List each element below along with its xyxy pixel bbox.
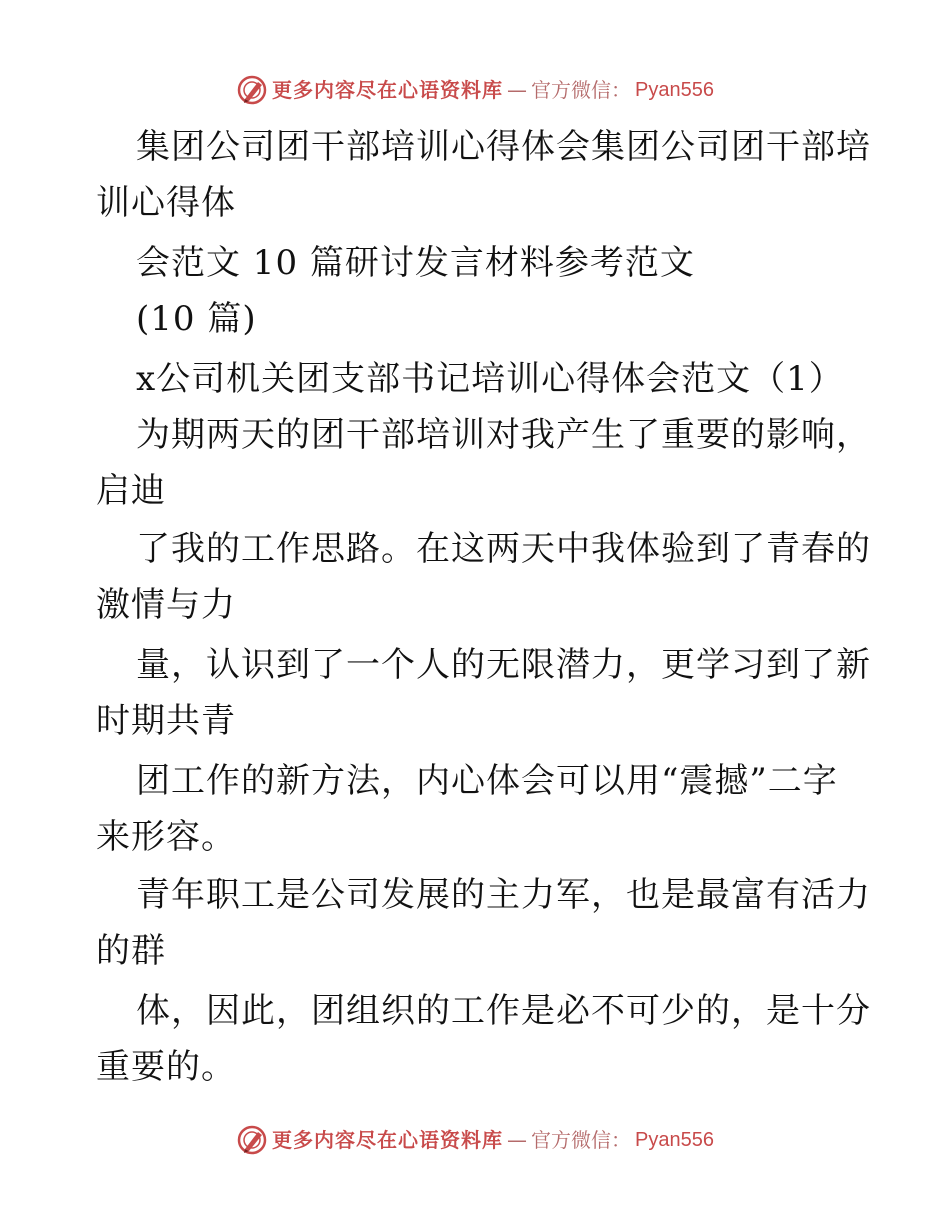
doc-line: x公司机关团支部书记培训心得体会范文（1）	[136, 359, 844, 399]
banner-slogan: 更多内容尽在心语资料库	[272, 1128, 504, 1152]
doc-line: 启迪	[96, 471, 166, 511]
doc-line: (10 篇)	[136, 299, 257, 339]
doc-line: 时期共青	[96, 701, 236, 741]
doc-line: 来形容。	[96, 817, 236, 857]
banner-wechat-id: Pyan556	[635, 1129, 714, 1151]
doc-line: 体，因此，团组织的工作是必不可少的，是十分	[136, 991, 871, 1031]
pen-logo-icon	[236, 1124, 268, 1156]
doc-line: 集团公司团干部培训心得体会集团公司团干部培	[136, 127, 871, 167]
banner-wechat-label: 官方微信：	[531, 78, 632, 102]
banner-separator: —	[507, 78, 528, 102]
doc-line: 的群	[96, 931, 166, 971]
banner-slogan: 更多内容尽在心语资料库	[272, 78, 504, 102]
doc-line: 会范文 10 篇研讨发言材料参考范文	[136, 243, 695, 283]
banner-separator: —	[507, 1128, 528, 1152]
doc-line: 量，认识到了一个人的无限潜力，更学习到了新	[136, 645, 871, 685]
banner-wechat-id: Pyan556	[635, 79, 714, 101]
doc-line: 了我的工作思路。在这两天中我体验到了青春的	[136, 529, 871, 569]
pen-logo-icon	[236, 74, 268, 106]
doc-line: 训心得体	[96, 183, 236, 223]
doc-line: 青年职工是公司发展的主力军，也是最富有活力	[136, 875, 871, 915]
header-banner	[0, 70, 950, 110]
banner-wechat-label: 官方微信：	[531, 1128, 632, 1152]
doc-line: 激情与力	[96, 585, 236, 625]
doc-line: 重要的。	[96, 1047, 236, 1087]
footer-banner	[0, 1120, 950, 1160]
doc-line: 团工作的新方法，内心体会可以用“震撼”二字	[136, 761, 838, 801]
doc-line: 为期两天的团干部培训对我产生了重要的影响，	[136, 415, 871, 455]
